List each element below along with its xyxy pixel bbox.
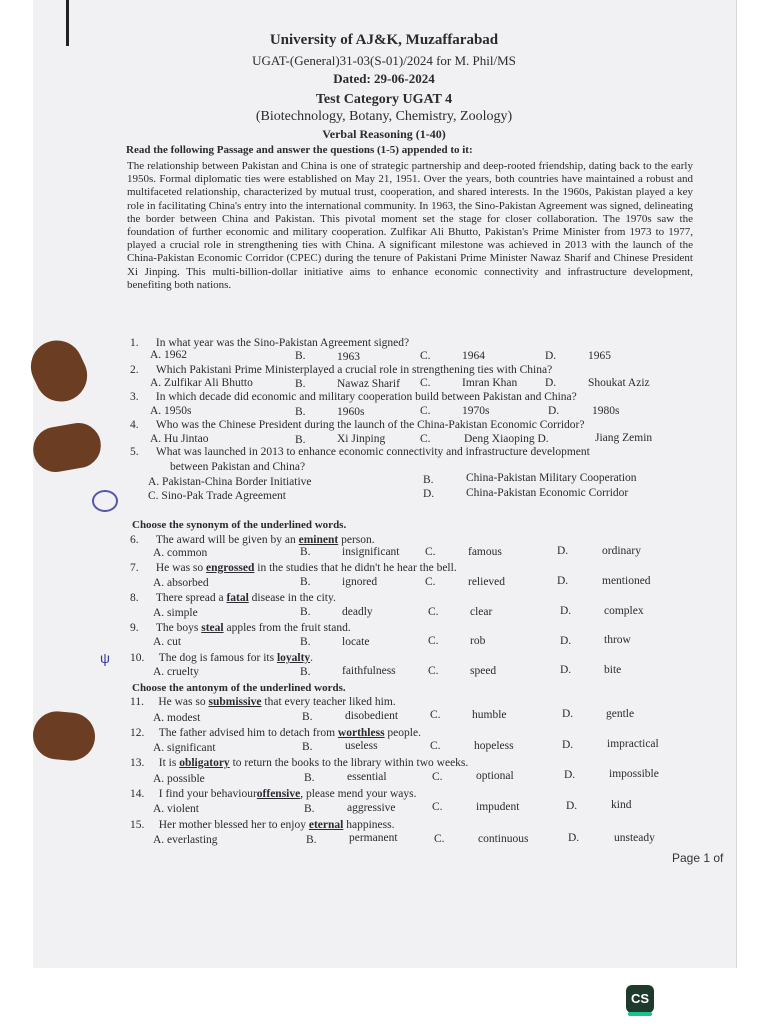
question-text: The father advised him to detach from: [158, 727, 338, 739]
question-text-end: that every teacher liked him.: [261, 696, 396, 708]
option-b-label: B.: [304, 772, 315, 784]
question-number: 10.: [130, 652, 145, 664]
question-text-end: , please mend your ways.: [300, 788, 417, 800]
option-b: faithfulness: [342, 665, 396, 677]
pen-mark-scribble: ψ: [100, 650, 110, 666]
synonym-heading: Choose the synonym of the underlined words.: [132, 519, 347, 531]
option-d-label: D.: [557, 575, 569, 587]
option-d: kind: [611, 799, 632, 811]
question-number: 12.: [130, 727, 145, 739]
antonym-heading: Choose the antonym of the underlined words.: [132, 682, 346, 694]
option-c: Imran Khan: [462, 377, 518, 389]
option-d: gentle: [606, 708, 635, 720]
option-a: A. modest: [153, 712, 201, 724]
option-b: Nawaz Sharif: [337, 378, 400, 390]
question-number: 3.: [130, 391, 139, 403]
option-b-label: B.: [300, 636, 311, 648]
option-d-label: D.: [566, 800, 578, 812]
option-c: 1970s: [462, 405, 490, 417]
underlined-word: submissive: [208, 696, 262, 708]
question-text-end: disease in the city.: [248, 592, 336, 604]
option-c: continuous: [478, 833, 529, 845]
underlined-word: worthless: [337, 727, 385, 739]
option-d-label: D.: [560, 664, 572, 676]
passage-instruction: Read the following Passage and answer the questions (1-5) appended to it:: [126, 144, 473, 156]
option-c-label: C.: [420, 433, 431, 445]
pen-circle: [92, 490, 118, 512]
underlined-word: eminent: [298, 534, 339, 546]
option-c: clear: [470, 606, 493, 618]
option-b-label: B.: [300, 546, 311, 558]
option-a: A. Zulfikar Ali Bhutto: [150, 377, 253, 389]
question-text-cont: between Pakistan and China?: [170, 461, 306, 473]
question-text-end: people.: [384, 727, 421, 739]
option-c: optional: [476, 770, 514, 782]
option-a: A. common: [153, 547, 208, 559]
question-text: Which Pakistani Prime Ministerplayed a crucial role in strengthening ties with China?: [155, 364, 553, 376]
option-b-label: B.: [302, 741, 313, 753]
option-d-label: D.: [548, 405, 560, 417]
question-text: I find your behaviour: [158, 788, 257, 800]
option-d-label: D.: [557, 545, 569, 557]
question-text-end: in the studies that he didn't he hear the bell.: [254, 562, 457, 574]
option-c-label: C.: [428, 606, 439, 618]
option-b-label: B.: [295, 406, 306, 418]
option-d: unsteady: [614, 832, 655, 844]
question-text-end: happiness.: [343, 819, 395, 831]
underlined-word: obligatory: [179, 757, 230, 769]
option-a: A. everlasting: [153, 834, 218, 846]
option-d-label: D.: [562, 708, 574, 720]
option-b-label: B.: [295, 434, 306, 446]
question-text: The boys: [155, 622, 202, 634]
option-a: A. possible: [153, 773, 205, 785]
option-d-label: D.: [545, 350, 557, 362]
question-number: 11.: [130, 696, 144, 708]
question-number: 15.: [130, 819, 145, 831]
question-text: In what year was the Sino-Pakistan Agreement signed?: [155, 337, 410, 349]
question-text-end: to return the books to the library within two weeks.: [229, 757, 469, 769]
option-b: ignored: [342, 576, 378, 588]
question-number: 9.: [130, 622, 139, 634]
option-c-label: C.: [425, 546, 436, 558]
option-b: insignificant: [342, 546, 400, 558]
option-b: permanent: [349, 832, 398, 844]
option-b-label: B.: [300, 606, 311, 618]
option-c-label: C.: [428, 635, 439, 647]
option-a: A. Hu Jintao: [150, 433, 209, 445]
question-text: Who was the Chinese President during the launch of the China-Pakistan Economic Corridor?: [155, 419, 585, 431]
question-number: 7.: [130, 562, 139, 574]
option-c: speed: [470, 665, 497, 677]
test-category: Test Category UGAT 4: [315, 92, 453, 107]
option-d: 1980s: [592, 405, 620, 417]
option-d-label: D.: [560, 605, 572, 617]
option-c-label: C.: [420, 350, 431, 362]
camscanner-logo-icon[interactable]: CS: [626, 985, 654, 1013]
option-d-label: D.: [568, 832, 580, 844]
option-c: hopeless: [474, 740, 514, 752]
option-b-label: B.: [423, 474, 434, 486]
question-number: 1.: [130, 337, 139, 349]
option-c-label: C.: [434, 833, 445, 845]
option-c-label: C.: [432, 801, 443, 813]
option-c: C. Sino-Pak Trade Agreement: [148, 490, 286, 502]
exam-date: Dated: 29-06-2024: [333, 71, 435, 86]
option-d-label: D.: [560, 635, 572, 647]
question-text: Her mother blessed her to enjoy: [158, 819, 309, 831]
option-c-label: C.: [430, 740, 441, 752]
underlined-word: fatal: [226, 592, 249, 604]
option-d: 1965: [588, 350, 611, 362]
option-c: relieved: [468, 576, 506, 588]
option-a: A. violent: [153, 803, 199, 815]
option-c-label: C.: [428, 665, 439, 677]
question-text: There spread a: [155, 592, 227, 604]
option-b: Xi Jinping: [337, 433, 386, 445]
option-b: 1963: [337, 351, 360, 363]
option-c-label: C.: [420, 377, 431, 389]
option-a: A. Pakistan-China Border Initiative: [148, 476, 312, 488]
underlined-word: engrossed: [206, 562, 255, 574]
option-d-label: D.: [562, 739, 574, 751]
option-c-label: C.: [420, 405, 431, 417]
option-b-label: B.: [304, 803, 315, 815]
option-d: China-Pakistan Economic Corridor: [466, 487, 629, 499]
option-c-label: C.: [430, 709, 441, 721]
option-a: A. 1950s: [150, 405, 192, 417]
option-d-label: D.: [545, 377, 557, 389]
underlined-word: loyalty: [276, 652, 311, 664]
option-c-label: C.: [425, 576, 436, 588]
option-c: humble: [472, 709, 507, 721]
question-text: The award will be given by an: [155, 534, 299, 546]
option-b: aggressive: [347, 802, 396, 814]
option-c: Deng Xiaoping D.: [464, 433, 549, 445]
option-c: rob: [470, 635, 486, 647]
question-number: 2.: [130, 364, 139, 376]
option-b: locate: [342, 636, 370, 648]
question-text: The dog is famous for its: [158, 652, 277, 664]
underlined-word: steal: [201, 622, 224, 634]
underlined-word: eternal: [308, 819, 344, 831]
page-number: Page 1 of: [672, 851, 724, 865]
option-c-label: C.: [432, 771, 443, 783]
option-d: ordinary: [602, 545, 641, 557]
underlined-word: offensive: [256, 788, 301, 800]
option-a: A. cruelty: [153, 666, 199, 678]
option-d: complex: [604, 605, 644, 617]
subjects: (Biotechnology, Botany, Chemistry, Zoology): [255, 109, 513, 124]
option-b: China-Pakistan Military Cooperation: [466, 472, 637, 484]
option-d: impossible: [609, 768, 659, 780]
question-number: 8.: [130, 592, 139, 604]
option-a: A. absorbed: [153, 577, 209, 589]
question-number: 14.: [130, 788, 145, 800]
option-d: impractical: [607, 738, 659, 750]
option-d-label: D.: [423, 488, 435, 500]
option-b-label: B.: [300, 666, 311, 678]
option-c: impudent: [476, 801, 520, 813]
option-d-label: D.: [564, 769, 576, 781]
option-d: throw: [604, 634, 631, 646]
question-text-end: .: [310, 652, 314, 664]
option-a: A. cut: [153, 636, 182, 648]
option-b-label: B.: [295, 350, 306, 362]
question-text: What was launched in 2013 to enhance economic connectivity and infrastructure development: [155, 446, 590, 458]
question-text-end: person.: [338, 534, 375, 546]
university-title: University of AJ&K, Muzaffarabad: [269, 32, 499, 48]
exam-code: UGAT-(General)31-03(S-01)/2024 for M. Phil/MS: [252, 53, 516, 68]
question-text: He was so: [155, 562, 207, 574]
option-b: disobedient: [345, 710, 399, 722]
option-c: 1964: [462, 350, 485, 362]
option-b-label: B.: [302, 711, 313, 723]
option-d: bite: [604, 664, 622, 676]
option-a: A. significant: [153, 742, 216, 754]
option-d: mentioned: [602, 575, 651, 587]
option-b: useless: [345, 740, 378, 752]
option-b: deadly: [342, 606, 373, 618]
question-text: In which decade did economic and military cooperation build between Pakistan and China?: [155, 391, 577, 403]
question-number: 13.: [130, 757, 145, 769]
option-a: A. 1962: [150, 349, 188, 361]
option-b-label: B.: [300, 576, 311, 588]
question-number: 5.: [130, 446, 139, 458]
option-d: Shoukat Aziz: [588, 377, 650, 389]
section-title: Verbal Reasoning (1-40): [322, 127, 446, 141]
question-number: 4.: [130, 419, 139, 431]
option-b: essential: [347, 771, 387, 783]
question-text: He was so: [158, 696, 209, 708]
passage: The relationship between Pakistan and China is one of strategic partnership and deep-rooted friendship, dating back to the early 1950s. Formal diplomatic ties were established on May 21, 1951. Over the years, both countries have maintained a robust and multifaceted relationship, characterized by mutual trust, cooperation, and shared interests. In the 1960s, Pakistan played a key role in facilitating China's entry into the international community. In 1963, the Sino-Pakistan Agreement was signed, delineating the border between China and Pakistan. This pivotal moment set the stage for closer collaboration. The 1970s saw the foundation of further economic and military cooperation. Zulfikar Ali Bhutto, Pakistan's Prime Minister from 1973 to 1977, played a crucial role in strengthening ties with China. A significant milestone was achieved in 2013 with the launch of the China-Pakistan Economic Corridor (CPEC) during the tenure of Pakistani Prime Minister Nawaz Sharif and Chinese President Xi Jinping. This multi-billion-dollar initiative aims to enhance economic connectivity and infrastructure development, benefiting both nations.: [127, 160, 693, 291]
option-b: 1960s: [337, 406, 365, 418]
question-number: 6.: [130, 534, 139, 546]
option-b-label: B.: [295, 378, 306, 390]
option-b-label: B.: [306, 834, 317, 846]
option-a: A. simple: [153, 607, 198, 619]
option-d: Jiang Zemin: [595, 432, 653, 444]
question-text-end: apples from the fruit stand.: [223, 622, 351, 634]
question-text: It is: [158, 757, 180, 769]
option-c: famous: [468, 546, 502, 558]
